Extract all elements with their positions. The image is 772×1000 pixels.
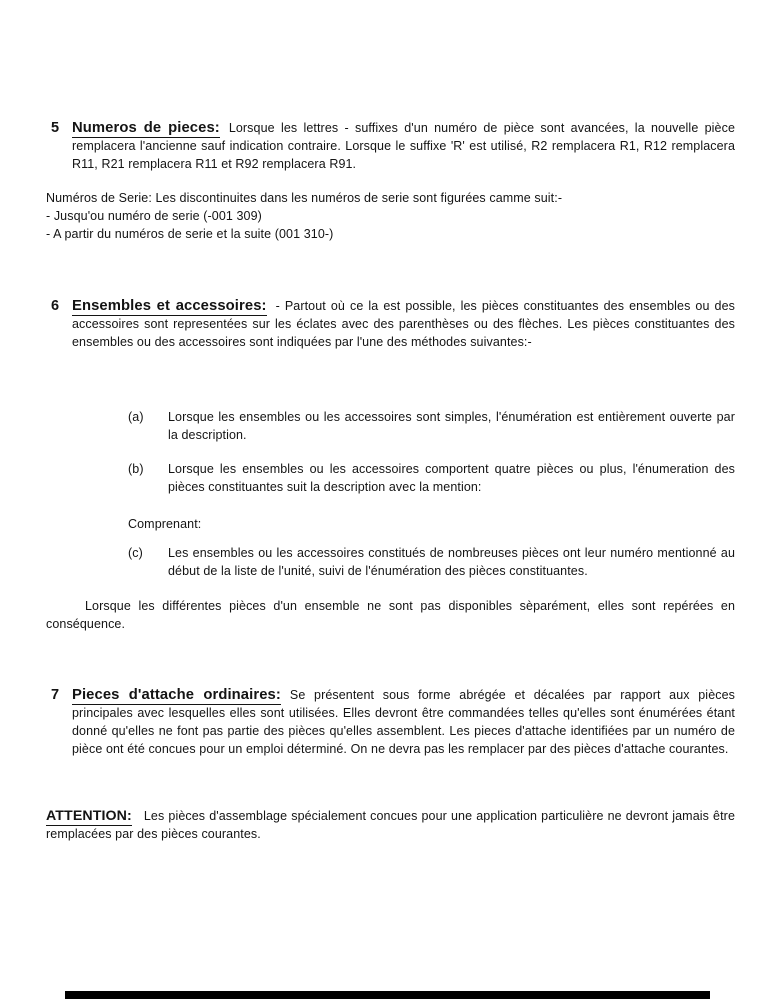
- comprenant-line: Comprenant:: [128, 517, 202, 531]
- section-7-text: Se présentent sous forme abrégée et décalées par rapport aux pièces principales avec lesquelles elles sont utilisées. Elles devront être commandées telles qu'elles sont énumérées étant donné qu'elles ne font pas partie des pièces qu'elles assemblent. Les pieces d'attache identifiées par un numéro de pièce ont été concues pour un emploi déterminé. On ne devra pas les remplacer par des pièces d'attache courantes.: [72, 688, 735, 756]
- serial-numbers-item-2: - A partir du numéros de serie et la suite (001 310-): [46, 227, 334, 241]
- section-7-heading: Pieces d'attache ordinaires:: [72, 687, 281, 703]
- serial-numbers-intro: Numéros de Serie: Les discontinuites dans les numéros de serie sont figurées camme suit:-: [46, 191, 563, 205]
- section-5: [46, 119, 735, 173]
- section-7-paragraph: [72, 686, 735, 758]
- list-item-a-label: (a): [128, 410, 144, 424]
- section-5-text: Lorsque les lettres - suffixes d'un numéro de pièce sont avancées, la nouvelle pièce remplacera l'ancienne sauf indication contraire. Lorsque le suffixe 'R' est utilisé, R2 remplacera R1, R12 remplacera R11, R21 remplacera R11 et R92 remplacera R91.: [72, 121, 736, 171]
- list-item-a: [128, 408, 735, 444]
- section-6-number: 6: [51, 298, 60, 314]
- availability-note: Lorsque les différentes pièces d'un ensemble ne sont pas disponibles sèparément, elles sont repérées en conséquence.: [46, 599, 735, 631]
- list-item-b: [128, 460, 735, 496]
- section-7: [46, 686, 735, 758]
- list-item-c-text: Les ensembles ou les accessoires constitués de nombreuses pièces ont leur numéro mentionné au début de la liste de l'unité, suivi de l'énumération des pièces constituantes.: [168, 546, 735, 578]
- document-content: [46, 119, 735, 843]
- attention-text: Les pièces d'assemblage spécialement concues pour une application particulière ne devront jamais être remplacées par des pièces courantes.: [46, 809, 735, 841]
- section-6: [46, 297, 735, 351]
- scanner-edge-artifact: [65, 991, 710, 999]
- section-5-paragraph: [72, 119, 735, 173]
- attention-paragraph: [46, 807, 735, 843]
- section-7-number: 7: [51, 687, 60, 703]
- section-6-text: - Partout où ce la est possible, les pièces constituantes des ensembles ou des accessoires sont representées sur les éclates avec des parenthèses ou des flèches. Les pièces constituantes des ensembles ou des accessoires sont indiquées par l'une des méthodes suivantes:-: [72, 299, 736, 349]
- section-5-number: 5: [51, 120, 60, 136]
- list-item-c: [128, 544, 735, 580]
- section-6-paragraph: [72, 297, 735, 351]
- section-5-heading: Numeros de pieces:: [72, 120, 220, 136]
- list-item-a-text: Lorsque les ensembles ou les accessoires sont simples, l'énumération est entièrement ouverte par la description.: [168, 410, 735, 442]
- serial-numbers-item-1: - Jusqu'ou numéro de serie (-001 309): [46, 209, 262, 223]
- attention-label: ATTENTION:: [46, 808, 132, 824]
- list-item-b-label: (b): [128, 462, 144, 476]
- list-item-b-text: Lorsque les ensembles ou les accessoires comportent quatre pièces ou plus, l'énumeration des pièces constituantes suit la description avec la mention:: [168, 462, 735, 494]
- serial-numbers-block: [46, 189, 735, 243]
- list-item-c-label: (c): [128, 546, 143, 560]
- section-6-heading: Ensembles et accessoires:: [72, 298, 267, 314]
